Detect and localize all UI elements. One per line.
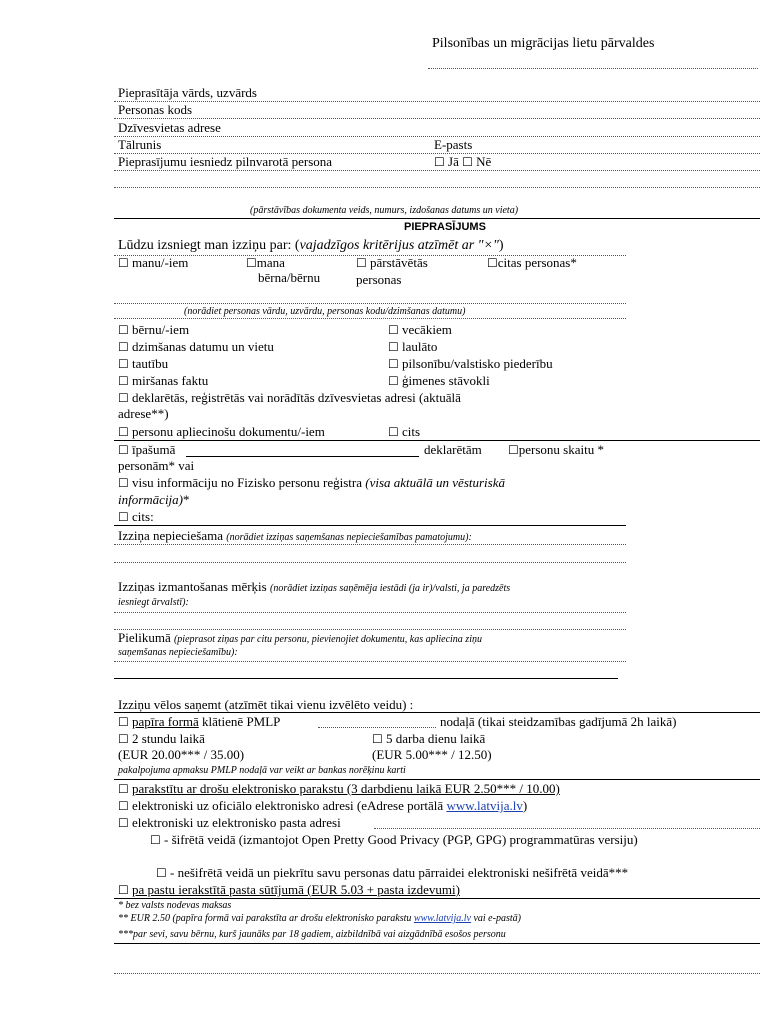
criterion-id-docs-label: personu apliecinošu dokumentu/-iem xyxy=(132,424,325,439)
opt-5d-label: 5 darba dienu laikā xyxy=(386,731,486,746)
person-note: (norādiet personas vārdu, uzvārdu, personas kodu/dzimšanas datumu) xyxy=(184,306,466,317)
register-end: * xyxy=(183,492,190,507)
payment-divider xyxy=(114,779,760,780)
authority-field[interactable] xyxy=(428,68,758,69)
footnote-2 xyxy=(118,913,521,925)
name-label: Pieprasītāja vārds, uzvārds xyxy=(118,85,257,100)
checkbox[interactable]: ☐ xyxy=(388,374,399,388)
checkbox[interactable]: ☐ xyxy=(388,340,399,354)
criterion-label: vecākiem xyxy=(402,322,452,337)
criterion-death[interactable] xyxy=(118,373,208,389)
attach-note-2: saņemšanas nepieciešamību): xyxy=(118,647,238,658)
checkbox[interactable]: ☐ xyxy=(118,883,129,897)
use-note-2: iesniegt ārvalstī): xyxy=(118,597,189,608)
opt-2h-label: 2 stundu laikā xyxy=(132,731,205,746)
address-label: Dzīvesvietas adrese xyxy=(118,120,221,135)
property-label-4: personām* vai xyxy=(118,458,195,473)
checkbox[interactable]: ☐ xyxy=(118,323,129,337)
property-field[interactable] xyxy=(186,456,419,457)
authority-title: Pilsonības un migrācijas lietu pārvaldes xyxy=(432,36,655,51)
footnote-1: * bez valsts nodevas maksas xyxy=(118,900,232,911)
delivery-2h[interactable] xyxy=(118,731,205,747)
subject-others-label: citas personas* xyxy=(497,255,577,270)
delivery-intro: Izziņu vēlos saņemt (atzīmēt tikai vienu izvēlēto veidu) : xyxy=(118,697,414,712)
delivery-eaddress[interactable] xyxy=(118,798,527,814)
request-title: PIEPRASĪJUMS xyxy=(404,221,486,233)
subject-child[interactable] xyxy=(246,255,285,271)
email-field[interactable] xyxy=(374,828,760,829)
person-note-line xyxy=(114,318,626,319)
use-row xyxy=(118,579,510,595)
criterion-family-status[interactable] xyxy=(388,373,490,389)
esign-label: parakstītu ar drošu elektronisko parakstu (3 darbdienu laikā EUR 2.50*** / 10.00) xyxy=(132,781,560,796)
criterion-spouse[interactable] xyxy=(388,339,437,355)
footnote-2-text: ** EUR 2.50 (papīra formā vai parakstīta ar drošu elektronisko parakstu xyxy=(118,913,412,924)
unencrypted-label: - nešifrētā veidā un piekrītu savu personas datu pārraidei elektroniski nešifrētā veidā*** xyxy=(170,865,629,880)
proxy-options xyxy=(434,154,491,170)
checkbox[interactable]: ☐ xyxy=(388,425,399,439)
subject-child-label-1: mana xyxy=(256,255,285,270)
personal-code-field[interactable] xyxy=(114,118,760,119)
checkbox[interactable]: ☐ xyxy=(508,443,519,457)
checkbox[interactable]: ☐ xyxy=(118,357,129,371)
need-note: (norādiet izziņas saņemšanas nepieciešamības pamatojumu): xyxy=(226,532,472,543)
checkbox[interactable]: ☐ xyxy=(118,816,129,830)
criterion-nationality[interactable] xyxy=(118,356,168,372)
personal-code-label: Personas kods xyxy=(118,102,193,117)
subject-self-checkbox[interactable]: ☐ xyxy=(118,256,129,270)
eaddress-label: elektroniski uz oficiālo elektronisko adresi (eAdrese portālā xyxy=(132,798,444,813)
checkbox[interactable]: ☐ xyxy=(118,443,129,457)
subject-self-label: manu/-iem xyxy=(132,255,189,270)
bottom-field[interactable] xyxy=(114,973,760,974)
subject-child-checkbox[interactable]: ☐ xyxy=(246,256,257,270)
subject-others[interactable] xyxy=(487,255,577,271)
eaddress-link[interactable]: www.latvija.lv xyxy=(446,798,523,813)
request-divider xyxy=(114,525,626,526)
register-line-2 xyxy=(118,492,190,508)
criterion-label: ģimenes stāvokli xyxy=(402,373,490,388)
criterion-other-small[interactable] xyxy=(388,424,420,440)
use-label: Izziņas izmantošanas mērķis xyxy=(118,579,267,594)
checkbox[interactable]: ☐ xyxy=(118,732,129,746)
checkbox[interactable]: ☐ xyxy=(388,323,399,337)
criterion-id-docs[interactable] xyxy=(118,424,325,440)
criterion-parents[interactable] xyxy=(388,322,452,338)
criterion-address-label: deklarētās, reģistrētās vai norādītās dzīvesvietas adresi (aktuālā xyxy=(132,390,461,405)
checkbox[interactable]: ☐ xyxy=(118,340,129,354)
criteria-divider xyxy=(114,440,760,441)
subject-represented[interactable] xyxy=(356,255,428,271)
checkbox[interactable]: ☐ xyxy=(118,782,129,796)
price-2h: (EUR 20.00*** / 35.00) xyxy=(118,747,245,762)
register-italic-2: informācija) xyxy=(118,492,183,507)
delivery-5d[interactable] xyxy=(372,731,485,747)
checkbox[interactable]: ☐ xyxy=(150,833,161,847)
criterion-other-label: cits: xyxy=(132,509,154,524)
post-label: pa pastu ierakstītā pasta sūtījumā (EUR 5.03 + pasta izdevumi) xyxy=(132,882,460,897)
payment-note: pakalpojuma apmaksu PMLP nodaļā var veikt ar bankas norēķinu karti xyxy=(118,765,406,776)
proxy-note: (pārstāvības dokumenta veids, numurs, izdošanas datums un vieta) xyxy=(250,205,519,216)
property-label-2: deklarētām xyxy=(424,442,482,457)
checkbox[interactable]: ☐ xyxy=(118,715,129,729)
proxy-label: Pieprasījumu iesniedz pilnvarotā persona xyxy=(118,154,333,169)
proxy-yes-checkbox[interactable]: ☐ xyxy=(434,155,445,169)
delivery-paper[interactable] xyxy=(118,714,280,730)
subject-represented-label-1: pārstāvētās xyxy=(370,255,428,270)
paper-label-2: klātienē PMLP xyxy=(202,714,281,729)
criterion-citizenship[interactable] xyxy=(388,356,553,372)
request-intro-text: Lūdzu izsniegt man izziņu par: ( xyxy=(118,238,300,253)
person-field[interactable] xyxy=(114,303,626,304)
footnote-3-line xyxy=(114,943,760,944)
paper-office-field[interactable] xyxy=(318,727,436,728)
proxy-field-1[interactable] xyxy=(114,170,760,171)
encrypted-label: - šifrētā veidā (izmantojot Open Pretty Good Privacy (PGP, GPG) programmatūras versiju) xyxy=(164,832,638,847)
attach-note-1: (pieprasot ziņas par citu personu, pievienojiet dokumentu, kas apliecina ziņu xyxy=(173,634,482,645)
delivery-esign[interactable] xyxy=(118,781,560,797)
subject-represented-label-2: personas xyxy=(356,272,402,287)
criterion-other[interactable] xyxy=(118,509,154,525)
attach-field-2[interactable] xyxy=(114,678,618,679)
criterion-register[interactable] xyxy=(118,475,505,491)
checkbox[interactable]: ☐ xyxy=(118,799,129,813)
proxy-no-label: Nē xyxy=(476,154,492,169)
attach-row xyxy=(118,630,482,646)
criterion-birth[interactable] xyxy=(118,339,274,355)
email-label: elektroniski uz elektronisko pasta adresi xyxy=(132,815,341,830)
checkbox[interactable]: ☐ xyxy=(388,357,399,371)
criterion-label: pilsonību/valstisko piederību xyxy=(402,356,553,371)
delivery-post[interactable] xyxy=(118,882,460,898)
criterion-label: tautību xyxy=(132,356,169,371)
property-label-1: īpašumā xyxy=(132,442,176,457)
proxy-no-checkbox[interactable]: ☐ xyxy=(462,155,473,169)
criterion-other-small-label: cits xyxy=(402,424,421,439)
section-divider xyxy=(114,218,760,219)
request-intro xyxy=(118,238,504,254)
footnote-2-link[interactable]: www.latvija.lv xyxy=(413,913,471,924)
criterion-label: laulāto xyxy=(402,339,438,354)
use-field-1[interactable] xyxy=(114,612,626,613)
criterion-property[interactable] xyxy=(118,442,175,458)
register-label: visu informāciju no Fizisko personu reģistra xyxy=(132,475,363,490)
register-italic-1: (visa aktuālā un vēsturiskā xyxy=(365,475,505,490)
email-label: E-pasts xyxy=(434,137,473,152)
attach-label: Pielikumā xyxy=(118,630,171,645)
criterion-person-count[interactable] xyxy=(508,442,604,458)
eaddress-end: ) xyxy=(522,798,528,813)
criterion-label: bērnu/-iem xyxy=(132,322,190,337)
use-note-1: (norādiet izziņas saņēmēja iestādi (ja ir)/valsti, ja paredzēts xyxy=(269,583,511,594)
delivery-email[interactable] xyxy=(118,815,341,831)
checkbox[interactable]: ☐ xyxy=(372,732,383,746)
footnote-3: ***par sevi, savu bērnu, kurš jaunāks par 18 gadiem, aizbildnībā vai aizgādnībā esošos personu xyxy=(118,929,506,940)
delivery-unencrypted[interactable] xyxy=(156,865,628,881)
need-field-2[interactable] xyxy=(114,562,626,563)
delivery-encrypted[interactable] xyxy=(118,832,724,848)
criterion-label: dzimšanas datumu un vietu xyxy=(132,339,274,354)
need-field-1[interactable] xyxy=(114,544,626,545)
subject-child-label-2: bērna/bērnu xyxy=(258,270,321,285)
property-label-3: personu skaitu * xyxy=(518,442,604,457)
proxy-field-2[interactable] xyxy=(114,187,760,188)
request-intro-end: ) xyxy=(498,238,504,253)
subject-self[interactable] xyxy=(118,255,188,271)
subject-others-checkbox[interactable]: ☐ xyxy=(487,256,498,270)
paper-label-1: papīra formā xyxy=(132,714,199,729)
checkbox[interactable]: ☐ xyxy=(118,391,129,405)
criterion-label: miršanas faktu xyxy=(132,373,209,388)
delivery-divider xyxy=(114,712,760,713)
footnote-2-end: vai e-pastā) xyxy=(473,913,521,924)
checkbox[interactable]: ☐ xyxy=(118,476,129,490)
criterion-address-label-2: adrese**) xyxy=(118,406,169,421)
footnote-divider xyxy=(114,898,760,899)
checkbox[interactable]: ☐ xyxy=(156,866,167,880)
checkbox[interactable]: ☐ xyxy=(118,425,129,439)
subject-represented-checkbox[interactable]: ☐ xyxy=(356,256,367,270)
attach-field-1[interactable] xyxy=(114,661,626,662)
request-intro-italic: vajadzīgos kritērijus atzīmēt ar "×" xyxy=(299,238,499,253)
need-row xyxy=(118,528,472,544)
proxy-yes-label: Jā xyxy=(448,154,459,169)
criterion-children[interactable] xyxy=(118,322,189,338)
criterion-address[interactable] xyxy=(118,390,461,406)
checkbox[interactable]: ☐ xyxy=(118,510,129,524)
checkbox[interactable]: ☐ xyxy=(118,374,129,388)
price-5d: (EUR 5.00*** / 12.50) xyxy=(372,747,492,762)
need-label: Izziņa nepieciešama xyxy=(118,528,224,543)
paper-label-3: nodaļā (tikai steidzamības gadījumā 2h laikā) xyxy=(440,714,677,729)
phone-label: Tālrunis xyxy=(118,137,162,152)
name-field[interactable] xyxy=(114,101,760,102)
